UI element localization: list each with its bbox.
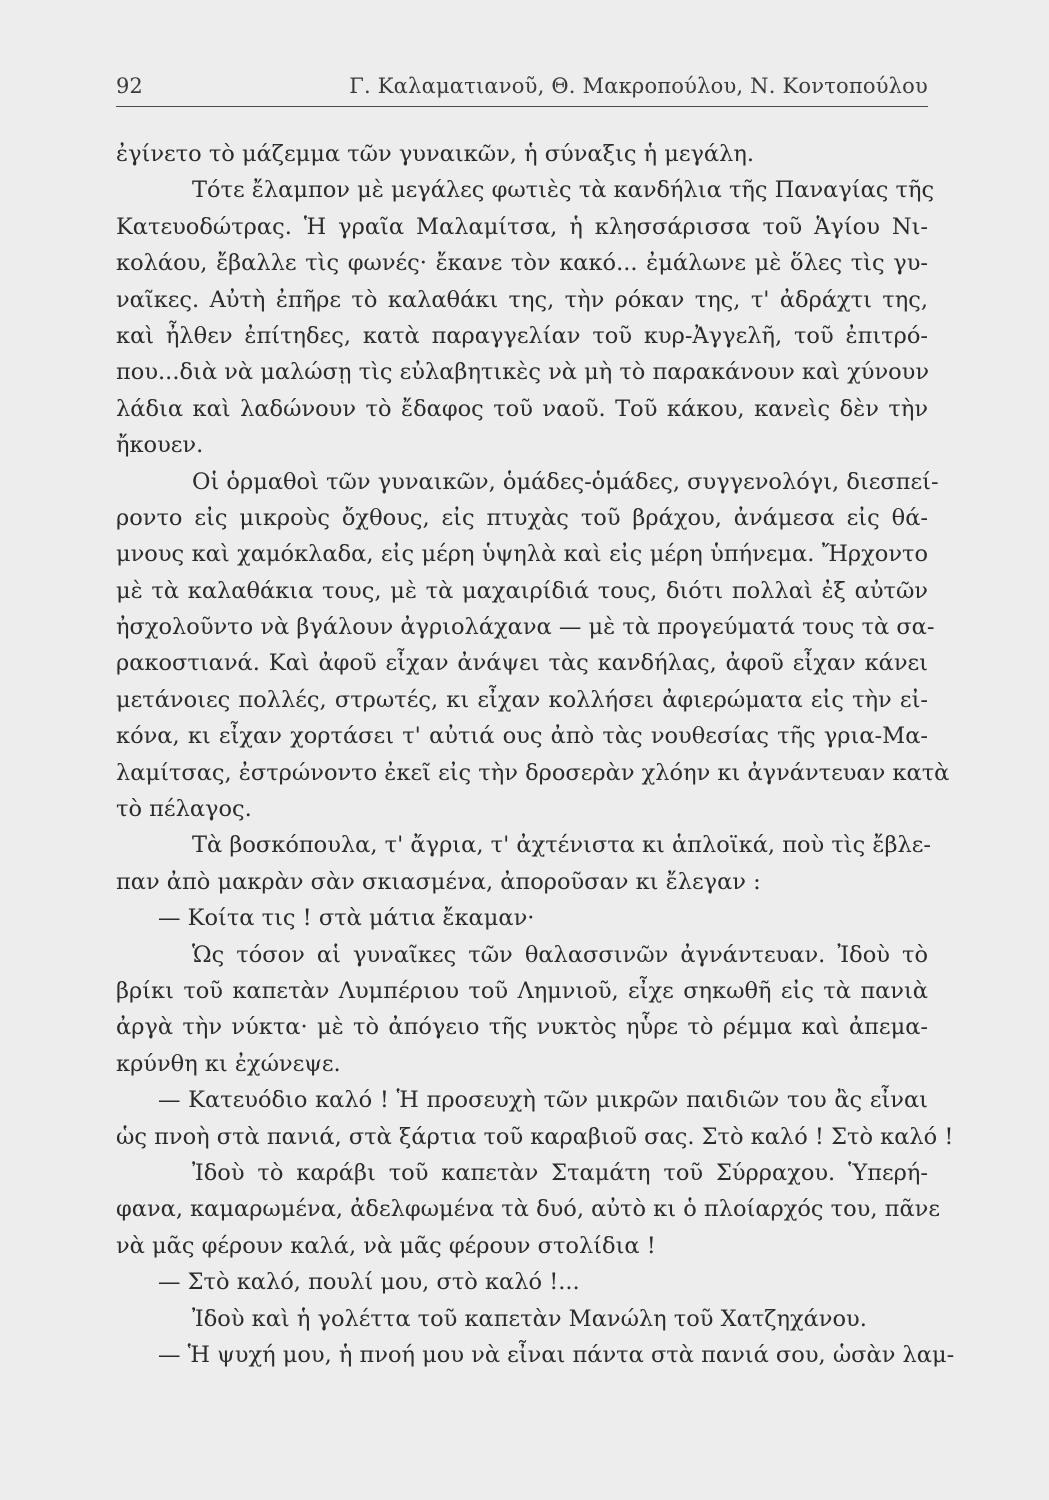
text-line: κόνα, κι εἶχαν χορτάσει τ' αὐτιά ους ἀπὸ τὰς νουθεσίας τῆς γρια-Μα- (116, 723, 928, 750)
text-line: μνους καὶ χαμόκλαδα, εἰς μέρη ὑψηλὰ καὶ εἰς μέρη ὑπήνεμα. Ἤρχοντο (116, 541, 928, 568)
page-header (116, 72, 928, 102)
text-line: παν ἀπὸ μακρὰν σὰν σκιασμένα, ἀποροῦσαν κι ἔλεγαν : (116, 868, 761, 895)
text-line: — Κοίτα τις ! στὰ μάτια ἔκαμαν· (158, 905, 535, 932)
text-line: ἐγίνετο τὸ μάζεμμα τῶν γυναικῶν, ἡ σύναξις ἡ μεγάλη. (116, 141, 755, 167)
text-line: φανα, καμαρωμένα, ἀδελφωμένα τὰ δυό, αὐτὸ κι ὁ πλοίαρχός του, πᾶνε (116, 1196, 940, 1223)
text-line: κρύνθη κι ἐχώνεψε. (116, 1050, 341, 1077)
text-line: Κατευοδώτρας. Ἡ γραῖα Μαλαμίτσα, ἡ κλησσάρισσα τοῦ Ἁγίου Νι- (116, 213, 928, 240)
text-line: λάδια καὶ λαδώνουν τὸ ἔδαφος τοῦ ναοῦ. Τοῦ κάκου, κανεὶς δὲν τὴν (116, 395, 928, 422)
text-line: μετάνοιες πολλές, στρωτές, κι εἶχαν κολλήσει ἀφιερώματα εἰς τὴν εἰ- (116, 686, 928, 713)
text-line: λαμίτσας, ἐστρώνοντο ἐκεῖ εἰς τὴν δροσερὰν χλόην κι ἀγνάντευαν κατὰ (116, 759, 950, 786)
text-line: — Στὸ καλό, πουλί μου, στὸ καλό !... (158, 1269, 580, 1296)
text-line: τὸ πέλαγος. (116, 796, 252, 823)
text-line: μὲ τὰ καλαθάκια τους, μὲ τὰ μαχαιρίδιά τους, διότι πολλαὶ ἐξ αὐτῶν (116, 577, 928, 604)
page-number: 92 (116, 74, 143, 98)
text-line: — Κατευόδιο καλό ! Ἡ προσευχὴ τῶν μικρῶν παιδιῶν του ἂς εἶναι (158, 1087, 928, 1114)
text-line: Ὡς τόσον αἱ γυναῖκες τῶν θαλασσινῶν ἀγνάντευαν. Ἰδοὺ τὸ (192, 941, 928, 968)
running-title: Γ. Καλαματιανοῦ, Θ. Μακροπούλου, Ν. Κοντοπούλου (349, 74, 928, 98)
text-line: Τὰ βοσκόπουλα, τ' ἄγρια, τ' ἀχτένιστα κι ἁπλοϊκά, ποὺ τὶς ἔβλε- (192, 832, 931, 859)
text-line: νὰ μᾶς φέρουν καλά, νὰ μᾶς φέρουν στολίδια ! (116, 1232, 656, 1259)
text-line: ροντο εἰς μικροὺς ὄχθους, εἰς πτυχὰς τοῦ βράχου, ἀνάμεσα εἰς θά- (116, 504, 928, 531)
text-line: ὡς πνοὴ στὰ πανιά, στὰ ξάρτια τοῦ καραβιοῦ σας. Στὸ καλό ! Στὸ καλό ! (116, 1123, 954, 1150)
text-line: ἀργὰ τὴν νύκτα· μὲ τὸ ἀπόγειο τῆς νυκτὸς ηὗρε τὸ ρέμμα καὶ ἀπεμα- (116, 1014, 928, 1041)
text-line: που...διὰ νὰ μαλώσῃ τὶς εὐλαβητικὲς νὰ μὴ τὸ παρακάνουν καὶ χύνουν (116, 359, 930, 386)
text-line: βρίκι τοῦ καπετὰν Λυμπέριου τοῦ Λημνιοῦ, εἶχε σηκωθῆ εἰς τὰ πανιὰ (116, 977, 928, 1004)
text-line: ἤκουεν. (116, 432, 204, 459)
text-line: ρακοστιανά. Καὶ ἀφοῦ εἶχαν ἀνάψει τὰς κανδήλας, ἀφοῦ εἶχαν κάνει (116, 650, 928, 677)
text-line: ἠσχολοῦντο νὰ βγάλουν ἀγριολάχανα — μὲ τὰ προγεύματά τους τὰ σα- (116, 614, 935, 641)
header-rule (116, 106, 928, 107)
text-line: — Ἡ ψυχή μου, ἡ πνοή μου νὰ εἶναι πάντα στὰ πανιά σου, ὡσὰν λαμ- (158, 1341, 955, 1368)
text-line: Οἱ ὁρμαθοὶ τῶν γυναικῶν, ὁμάδες-ὁμάδες, συγγενολόγι, διεσπεί- (192, 468, 939, 495)
text-line: Τότε ἔλαμπον μὲ μεγάλες φωτιὲς τὰ κανδήλια τῆς Παναγίας τῆς (192, 177, 935, 204)
body-text (116, 136, 955, 1373)
text-line: κολάου, ἔβαλλε τὶς φωνές· ἔκανε τὸν κακό... ἐμάλωνε μὲ ὅλες τὶς γυ- (116, 250, 928, 277)
text-line: Ἰδοὺ τὸ καράβι τοῦ καπετὰν Σταμάτη τοῦ Σύρραχου. Ὑπερή- (192, 1159, 928, 1186)
text-line: καὶ ἦλθεν ἐπίτηδες, κατὰ παραγγελίαν τοῦ κυρ-Ἀγγελῆ, τοῦ ἐπιτρό- (116, 322, 928, 349)
text-line: ναῖκες. Αὐτὴ ἐπῆρε τὸ καλαθάκι της, τὴν ρόκαν της, τ' ἀδράχτι της, (116, 286, 928, 313)
text-line: Ἰδοὺ καὶ ἡ γολέττα τοῦ καπετὰν Μανώλη τοῦ Χατζηχάνου. (192, 1305, 867, 1332)
